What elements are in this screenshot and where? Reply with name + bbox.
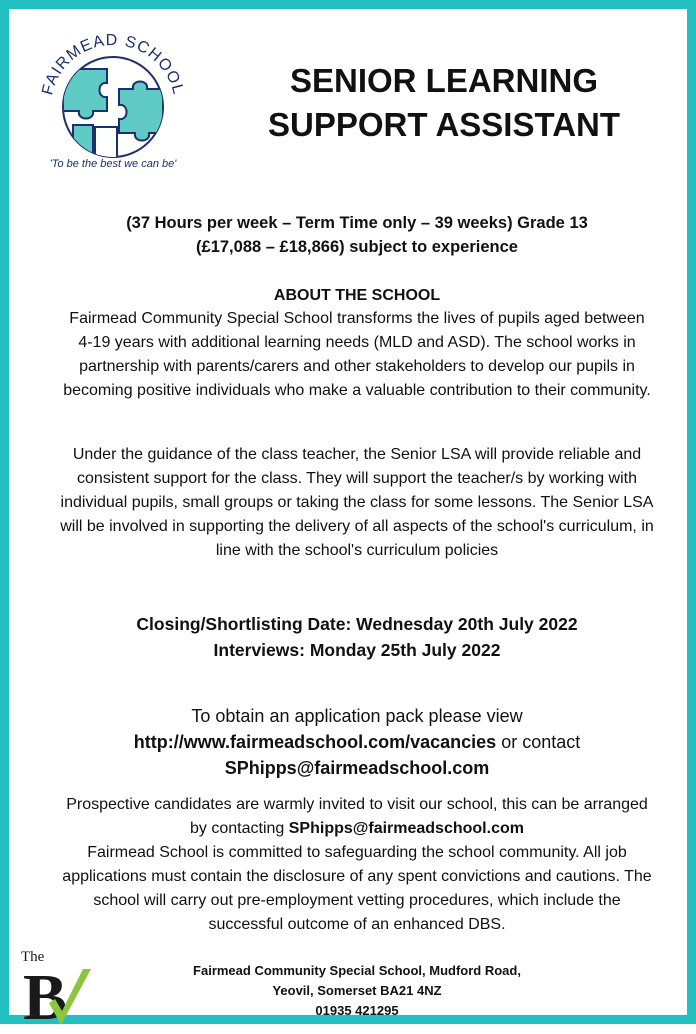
- contact-email-link[interactable]: SPhipps@fairmeadschool.com: [224, 758, 490, 778]
- application-info: [29, 703, 685, 781]
- school-logo: [33, 29, 193, 171]
- title-line-2: SUPPORT ASSISTANT: [267, 106, 621, 143]
- address-line-2: Yeovil, Somerset BA21 4NZ: [272, 983, 442, 998]
- phone-number: 01935 421295: [315, 1003, 399, 1018]
- safeguarding-line: school will carry out pre-employment vetting procedures, which include the: [93, 892, 621, 909]
- prospect-prefix: by contacting: [190, 820, 289, 837]
- footer-logo-word: The: [21, 949, 45, 965]
- school-address: [29, 961, 685, 1021]
- about-line: becoming positive individuals who make a valuable contribution to their community.: [63, 382, 651, 399]
- or-contact-text: or contact: [496, 732, 581, 752]
- about-line: partnership with parents/carers and other stakeholders to develop our pupils in: [79, 358, 635, 375]
- role-paragraph: [29, 443, 685, 563]
- key-dates: [29, 611, 685, 663]
- logo-motto: 'To be the best we can be': [49, 158, 177, 170]
- page-title: [249, 59, 639, 147]
- safeguarding-line: successful outcome of an enhanced DBS.: [208, 916, 506, 933]
- hours-line: (37 Hours per week – Term Time only – 39 weeks) Grade 13: [126, 214, 588, 232]
- role-line: line with the school's curriculum policies: [215, 542, 499, 559]
- salary-line: (£17,088 – £18,866) subject to experience: [196, 238, 518, 256]
- role-line: individual pupils, small groups or taking the class for some lessons. The Senior LSA: [60, 494, 654, 511]
- prospective-candidates: [29, 793, 685, 937]
- prospect-line: Prospective candidates are warmly invited to visit our school, this can be arranged: [66, 796, 648, 813]
- about-heading: ABOUT THE SCHOOL: [273, 287, 441, 304]
- visit-email-link[interactable]: SPhipps@fairmeadschool.com: [288, 820, 524, 837]
- role-line: consistent support for the class. They will support the teacher/s by working with: [77, 470, 637, 487]
- about-paragraph: [29, 307, 685, 403]
- about-line: Fairmead Community Special School transforms the lives of pupils aged between: [69, 310, 645, 327]
- address-line-1: Fairmead Community Special School, Mudford Road,: [193, 963, 521, 978]
- logo-arc-text: FAIRMEAD SCHOOL: [39, 31, 187, 97]
- safeguarding-line: Fairmead School is committed to safeguarding the school community. All job: [87, 844, 627, 861]
- footer-logo-letter: B: [23, 961, 68, 1029]
- hours-and-salary: [29, 211, 685, 259]
- closing-date: Closing/Shortlisting Date: Wednesday 20th July 2022: [136, 614, 578, 634]
- apply-intro: To obtain an application pack please view: [191, 706, 523, 726]
- apply-url-line: [29, 729, 685, 755]
- safeguarding-line: applications must contain the disclosure of any spent convictions and cautions. The: [62, 868, 652, 885]
- interview-date: Interviews: Monday 25th July 2022: [213, 640, 501, 660]
- role-line: will be involved in supporting the delivery of all aspects of the school's curriculum, in: [60, 518, 654, 535]
- prospect-line-2: [29, 817, 685, 841]
- logo-graphic: [33, 29, 193, 171]
- title-line-1: SENIOR LEARNING: [289, 62, 599, 99]
- about-line: 4-19 years with additional learning needs (MLD and ASD). The school works in: [78, 334, 636, 351]
- role-line: Under the guidance of the class teacher, the Senior LSA will provide reliable and: [72, 446, 642, 463]
- vacancies-link[interactable]: http://www.fairmeadschool.com/vacancies: [133, 732, 497, 752]
